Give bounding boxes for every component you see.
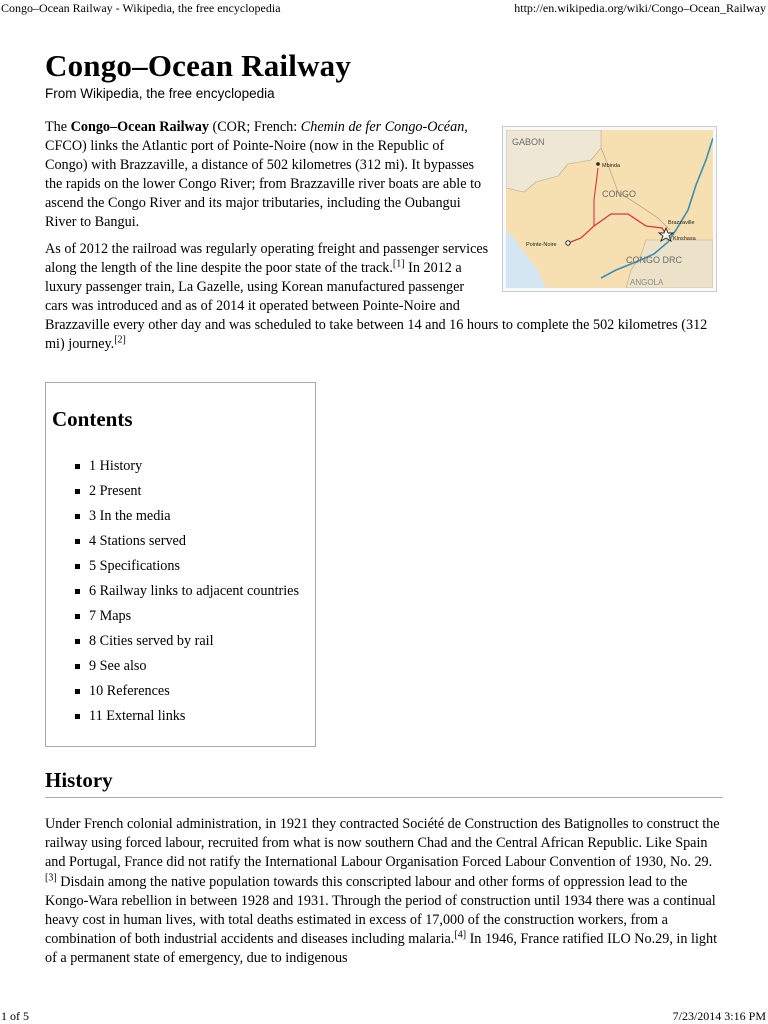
bullet-icon — [75, 714, 80, 719]
toc-list — [74, 457, 299, 732]
bullet-icon — [75, 539, 80, 544]
toc-item[interactable]: 2 Present — [74, 482, 299, 507]
page-counter: 1 of 5 — [1, 1009, 29, 1023]
reference-link[interactable]: [2] — [114, 334, 126, 346]
article-title: Congo–Ocean Railway — [45, 48, 352, 83]
browser-page-title: Congo–Ocean Railway - Wikipedia, the free encyclopedia — [1, 1, 281, 15]
history-paragraph: Under French colonial administration, in 1921 they contracted Société de Construction des Batignolles to construct the railway using forced labour, recruited from what is now southern Chad and the Central African Republic. Like Spain and Portugal, France did not ratify the International Labour Organisation Forced Labour Convention of 1930, No. 29.[3] Disdain among the native population towards this conscripted labour and other forms of oppression lead to the Kongo-Wara rebellion in between 1928 and 1931. Through the period of construction until 1934 there was a continual heavy cost in human lives, with total deaths estimated in excess of 17,000 of the construction workers, from a combination of both industrial accidents and diseases including malaria.[4] In 1946, France ratified ILO No.29, in light of a permanent state of emergency, due to indigenous — [45, 816, 720, 967]
bullet-icon — [75, 689, 80, 694]
map-label-congo-drc: CONGO DRC — [626, 255, 682, 265]
toc-item[interactable]: 10 References — [74, 682, 299, 707]
toc-item[interactable]: 5 Specifications — [74, 557, 299, 582]
reference-link[interactable]: [3] — [45, 871, 57, 883]
bullet-icon — [75, 489, 80, 494]
route-map-image — [506, 130, 713, 288]
map-label-gabon: GABON — [512, 137, 545, 147]
intro-paragraph-1: The Congo–Ocean Railway (COR; French: Chemin de fer Congo-Océan, CFCO) links the Atlantic port of Pointe-Noire (now in the Republic of Congo) with Brazzaville, a distance of 502 kilometres (312 mi). It bypasses the rapids on the lower Congo River; from Brazzaville river boats are able to ascend the Congo River and its major tributaries, including the Oubangui River to Bangui. — [45, 119, 482, 230]
article-subject: Congo–Ocean Railway — [70, 119, 209, 135]
map-marker-mbinda — [596, 162, 600, 166]
route-map[interactable] — [502, 126, 717, 292]
reference-link[interactable]: [1] — [392, 258, 405, 270]
bullet-icon — [75, 639, 80, 644]
bullet-icon — [75, 664, 80, 669]
article-tagline: From Wikipedia, the free encyclopedia — [45, 86, 275, 101]
toc-item[interactable]: 1 History — [74, 457, 299, 482]
map-label-congo: CONGO — [602, 189, 637, 199]
toc-title: Contents — [52, 407, 133, 431]
article-intro — [45, 118, 715, 362]
toc-item[interactable]: 9 See also — [74, 657, 299, 682]
bullet-icon — [75, 514, 80, 519]
map-label-mbinda: Mbinda — [602, 163, 621, 169]
map-label-pointe-noire: Pointe-Noire — [526, 242, 557, 248]
reference-link[interactable]: [4] — [454, 929, 467, 941]
table-of-contents — [45, 382, 316, 747]
toc-item[interactable]: 3 In the media — [74, 507, 299, 532]
section-heading-history: History — [45, 768, 113, 792]
bullet-icon — [75, 614, 80, 619]
bullet-icon — [75, 589, 80, 594]
page-url[interactable]: http://en.wikipedia.org/wiki/Congo–Ocean_Railway — [514, 1, 766, 15]
bullet-icon — [75, 564, 80, 569]
map-marker-pointe-noire — [566, 241, 570, 245]
map-label-brazzaville: Brazzaville — [668, 220, 695, 226]
bullet-icon — [75, 464, 80, 469]
map-label-angola: ANGOLA — [630, 278, 664, 287]
toc-item[interactable]: 6 Railway links to adjacent countries — [74, 582, 299, 607]
section-divider — [45, 797, 723, 798]
toc-item[interactable]: 11 External links — [74, 707, 299, 732]
intro-paragraph-2: As of 2012 the railroad was regularly operating freight and passenger services along the length of the line despite the poor state of the track.[1] In 2012 a luxury passenger train, La Gazelle, using Korean manufactured passenger cars was introduced and as of 2014 it operated between Pointe-Noire and Brazzaville every other day and was scheduled to take between 14 and 16 hours to complete the 502 kilometres (312 mi) journey.[2] — [45, 241, 708, 352]
toc-item[interactable]: 7 Maps — [74, 607, 299, 632]
map-label-kinshasa: Kinshasa — [673, 236, 696, 242]
french-name: Chemin de fer Congo-Océan — [300, 119, 465, 135]
print-timestamp: 7/23/2014 3:16 PM — [672, 1009, 766, 1023]
toc-item[interactable]: 4 Stations served — [74, 532, 299, 557]
toc-item[interactable]: 8 Cities served by rail — [74, 632, 299, 657]
